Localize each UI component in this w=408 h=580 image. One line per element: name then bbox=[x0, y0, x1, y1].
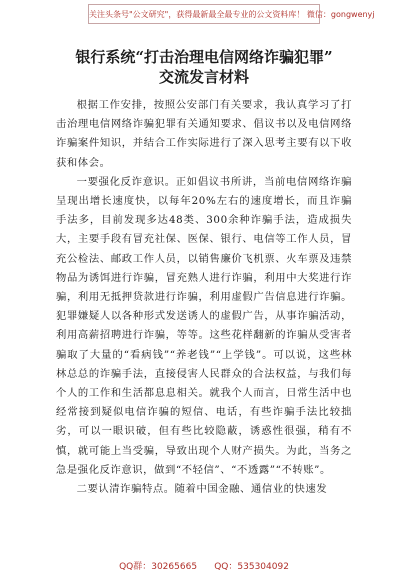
promo-banner bbox=[88, 4, 375, 24]
document-body bbox=[56, 96, 352, 499]
footer-contact bbox=[0, 560, 408, 574]
paragraph-anti-fraud-awareness: 一要强化反诈意识。正如倡议书所讲，当前电信网络诈骗呈现出增长速度快，以每年20%左右的速度增长，而且诈骗手法多，目前发现多达48类、300余种诈骗手法，造成损失大，主要手段有冒充社保、医保、银行、电信等工作人员，冒充公检法、邮政工作人员，以销售廉价飞机票、火车票及违禁物品为诱饵进行诈骗，冒充熟人进行诈骗，利用中大奖进行诈骗，利用无抵押贷款进行诈骗，利用虚假广告信息进行诈骗。犯罪嫌疑人以各种形式发送诱人的虚假广告，从事诈骗活动，利用高薪招聘进行诈骗，等等。这些花样翻新的诈骗从受害者骗取了大量的“看病钱”“养老钱”“上学钱”。可以说，这些林林总总的诈骗手法，直接侵害人民群众的合法权益，与我们每个人的工作和生活都息息相关。就我个人而言，日常生活中也经常接到疑似电信诈骗的短信、电话，有些诈骗手法比较拙劣，可以一眼识破，但有些比较隐蔽，诱惑性很强，稍有不慎，就可能上当受骗，导致出现个人财产损失。为此，当务之急是强化反诈意识，做到“不轻信”、“不透露”“不转账”。 bbox=[56, 175, 352, 476]
footer-qq-group: QQ群：30265665 bbox=[119, 562, 198, 572]
promo-banner-text: 关注头条号"公文研究"，获得最新最全最专业的公文资料库！ 微信：gongwenyj bbox=[89, 10, 375, 19]
paragraph-fraud-features: 二要认清诈骗特点。随着中国金融、通信业的快速发 bbox=[76, 483, 328, 496]
paragraph-intro: 根据工作安排，按照公安部门有关要求，我认真学习了打击治理电信网络诈骗犯罪有关通知要求、倡议书以及电信网络诈骗案件知识，并结合工作实际进行了深入思考主要有以下收获和体会。 bbox=[56, 99, 352, 169]
document-title-line-1: 银行系统“打击治理电信网络诈骗犯罪” bbox=[75, 48, 333, 66]
document-title-line-2: 交流发言材料 bbox=[158, 68, 249, 86]
footer-qq: QQ：535304092 bbox=[214, 562, 289, 572]
